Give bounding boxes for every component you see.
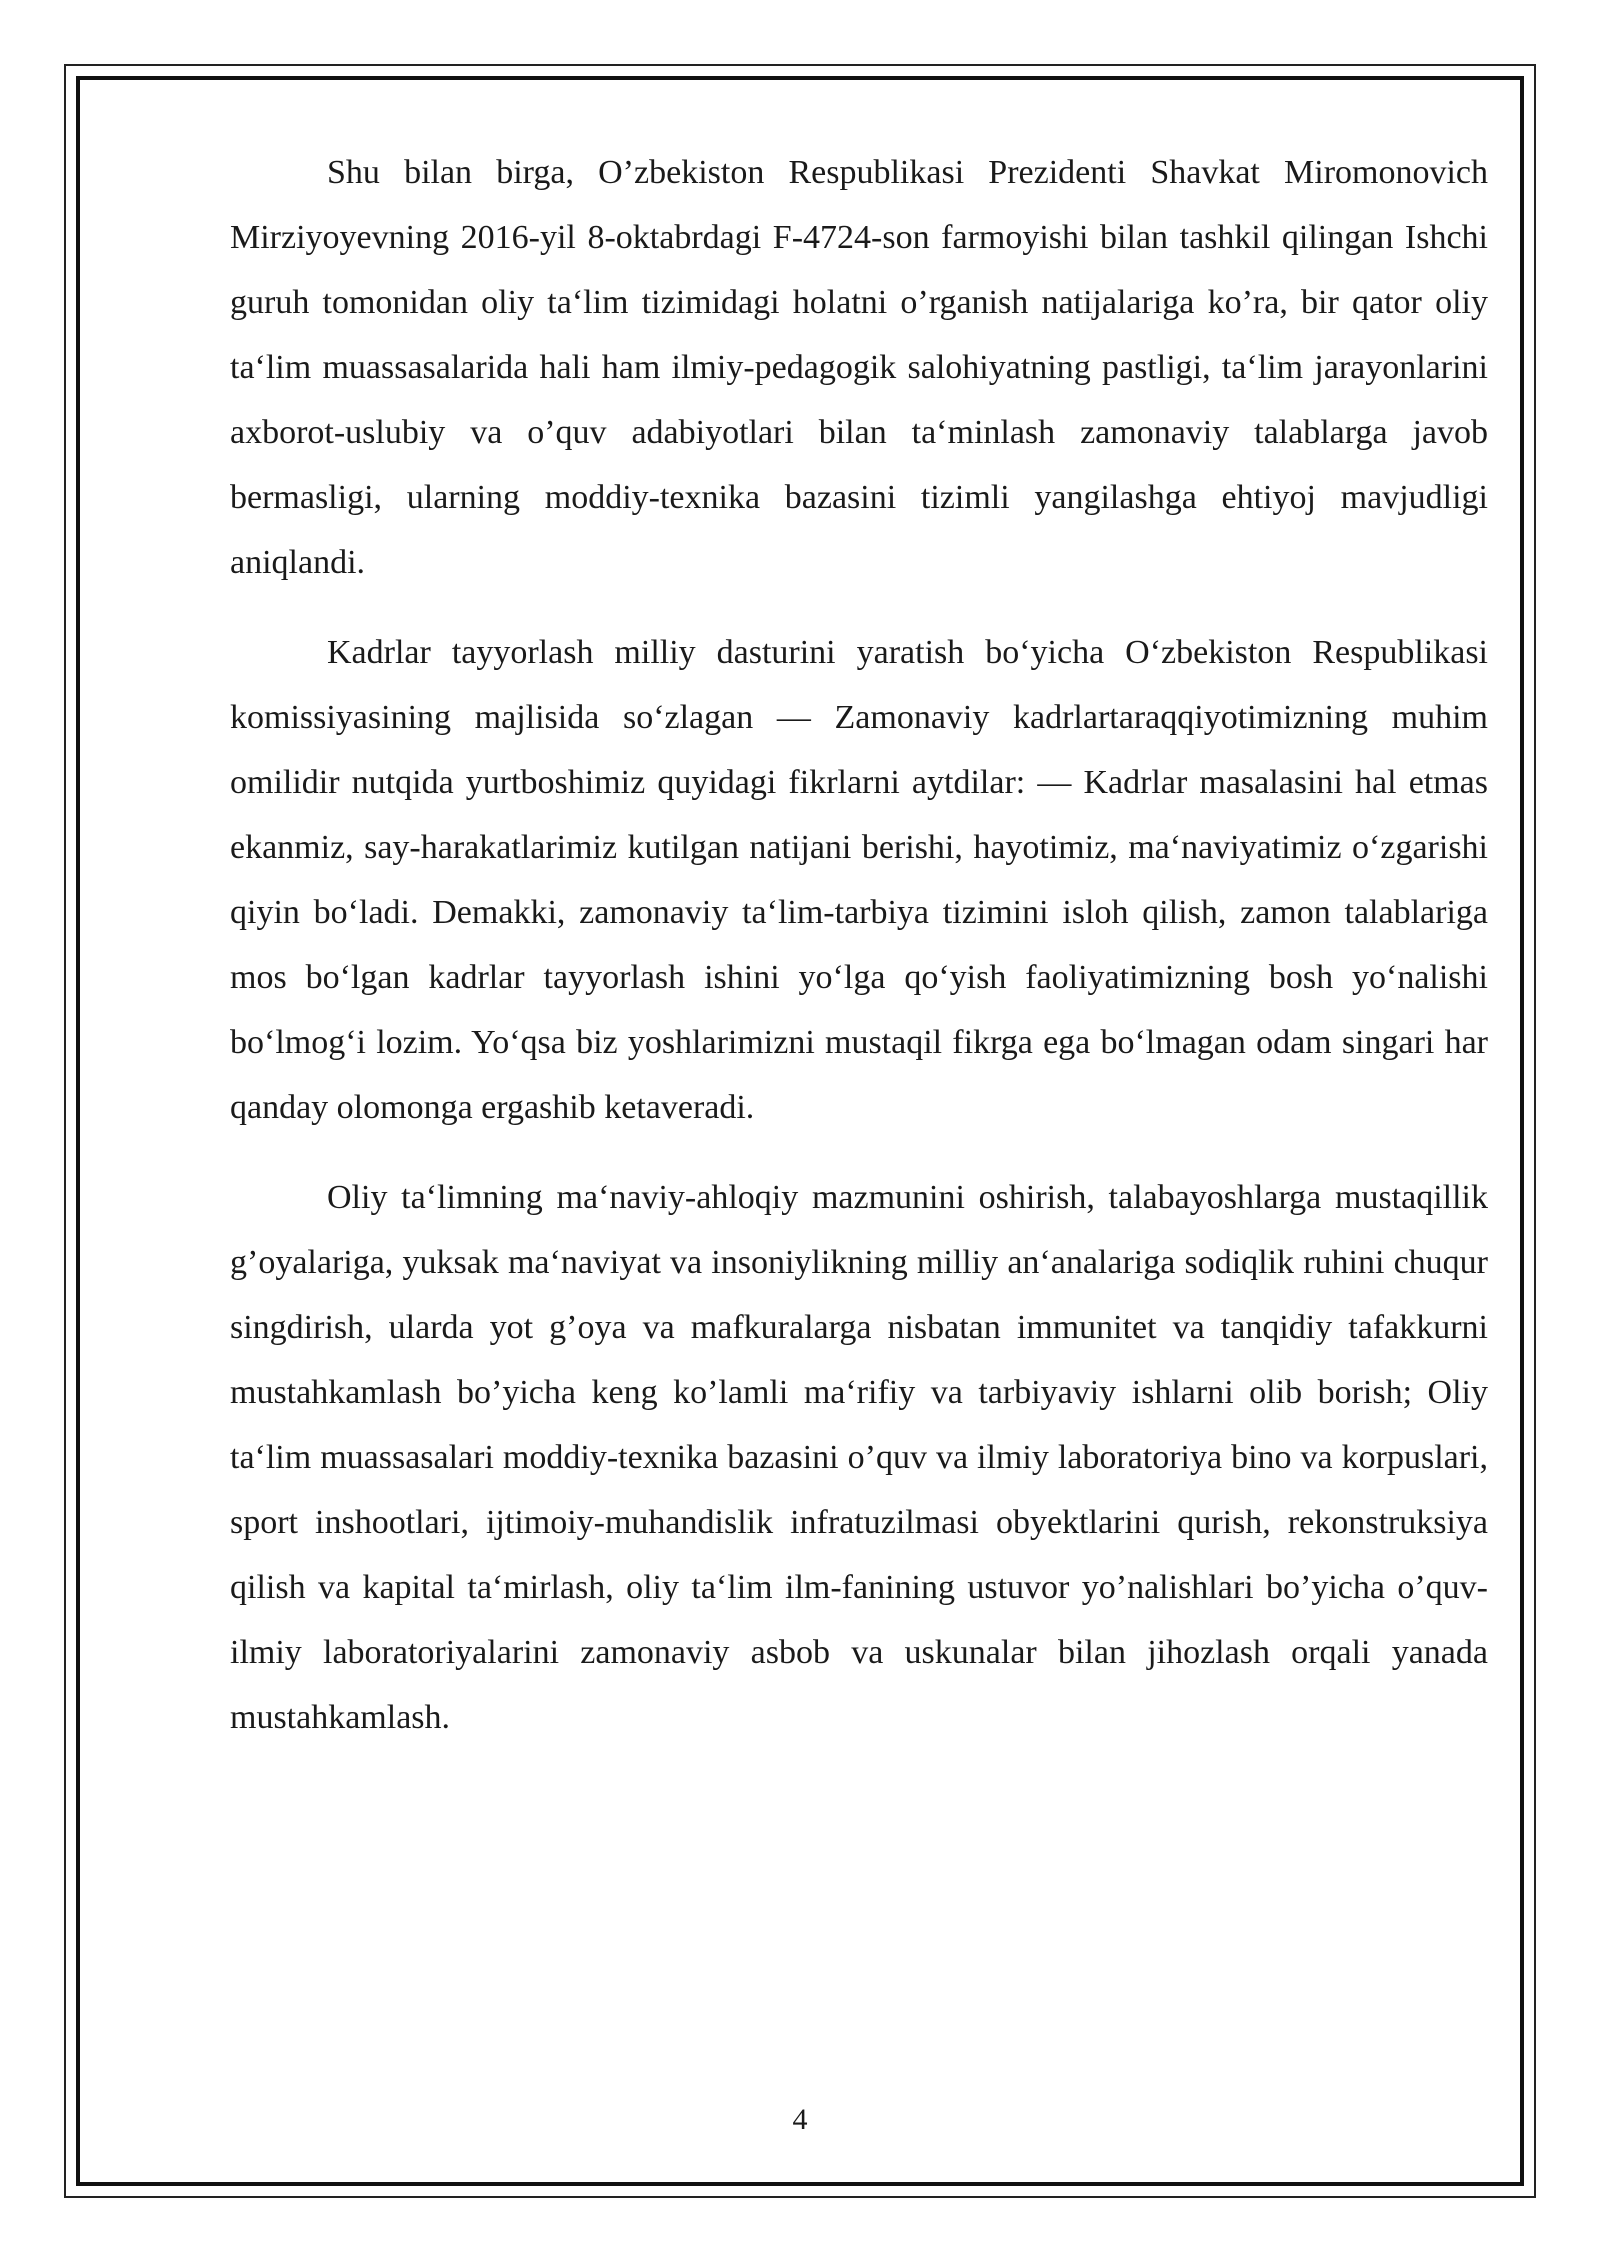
page-number: 4 [792, 2103, 808, 2136]
paragraph-1: Shu bilan birga, O’zbekiston Respublikasi Prezidenti Shavkat Miromonovich Mirziyoyevning 2016-yil 8-oktabrdagi F-4724-son farmoyishi bilan tashkil qilingan Ishchi guruh tomonidan oliy ta‘lim tizimidagi holatni o’rganish natijalariga ko’ra, bir qator oliy ta‘lim muassasalarida hali ham ilmiy-pedagogik salohiyatning pastligi, ta‘lim jarayonlarini axborot-uslubiy va o’quv adabiyotlari bilan ta‘minlash zamonaviy talablarga javob bermasligi, ularning moddiy-texnika bazasini tizimli yangilashga ehtiyoj mavjudligi aniqlandi. [230, 154, 1488, 581]
document-body [230, 140, 1488, 1775]
paragraph-3: Oliy ta‘limning ma‘naviy-ahloqiy mazmunini oshirish, talabayoshlarga mustaqillik g’oyalariga, yuksak ma‘naviyat va insoniylikning milliy an‘analariga sodiqlik ruhini chuqur singdirish, ularda yot g’oya va mafkuralarga nisbatan immunitet va tanqidiy tafakkurni mustahkamlash bo’yicha keng ko’lamli ma‘rifiy va tarbiyaviy ishlarni olib borish; Oliy ta‘lim muassasalari moddiy-texnika bazasini o’quv va ilmiy laboratoriya bino va korpuslari, sport inshootlari, ijtimoiy-muhandislik infratuzilmasi obyektlarini qurish, rekonstruksiya qilish va kapital ta‘mirlash, oliy ta‘lim ilm-fanining ustuvor yo’nalishlari bo’yicha o’quv-ilmiy laboratoriyalarini zamonaviy asbob va uskunalar bilan jihozlash orqali yanada mustahkamlash. [230, 1179, 1488, 1736]
paragraph-2: Kadrlar tayyorlash milliy dasturini yaratish bo‘yicha O‘zbekiston Respublikasi komissiyasining majlisida so‘zlagan — Zamonaviy kadrlartaraqqiyotimizning muhim omilidir nutqida yurtboshimiz quyidagi fikrlarni aytdilar: — Kadrlar masalasini hal etmas ekanmiz, say-harakatlarimiz kutilgan natijani berishi, hayotimiz, ma‘naviyatimiz o‘zgarishi qiyin bo‘ladi. Demakki, zamonaviy ta‘lim-tarbiya tizimini isloh qilish, zamon talablariga mos bo‘lgan kadrlar tayyorlash ishini yo‘lga qo‘yish faoliyatimizning bosh yo‘nalishi bo‘lmog‘i lozim. Yo‘qsa biz yoshlarimizni mustaqil fikrga ega bo‘lmagan odam singari har qanday olomonga ergashib ketaveradi. [230, 634, 1488, 1126]
